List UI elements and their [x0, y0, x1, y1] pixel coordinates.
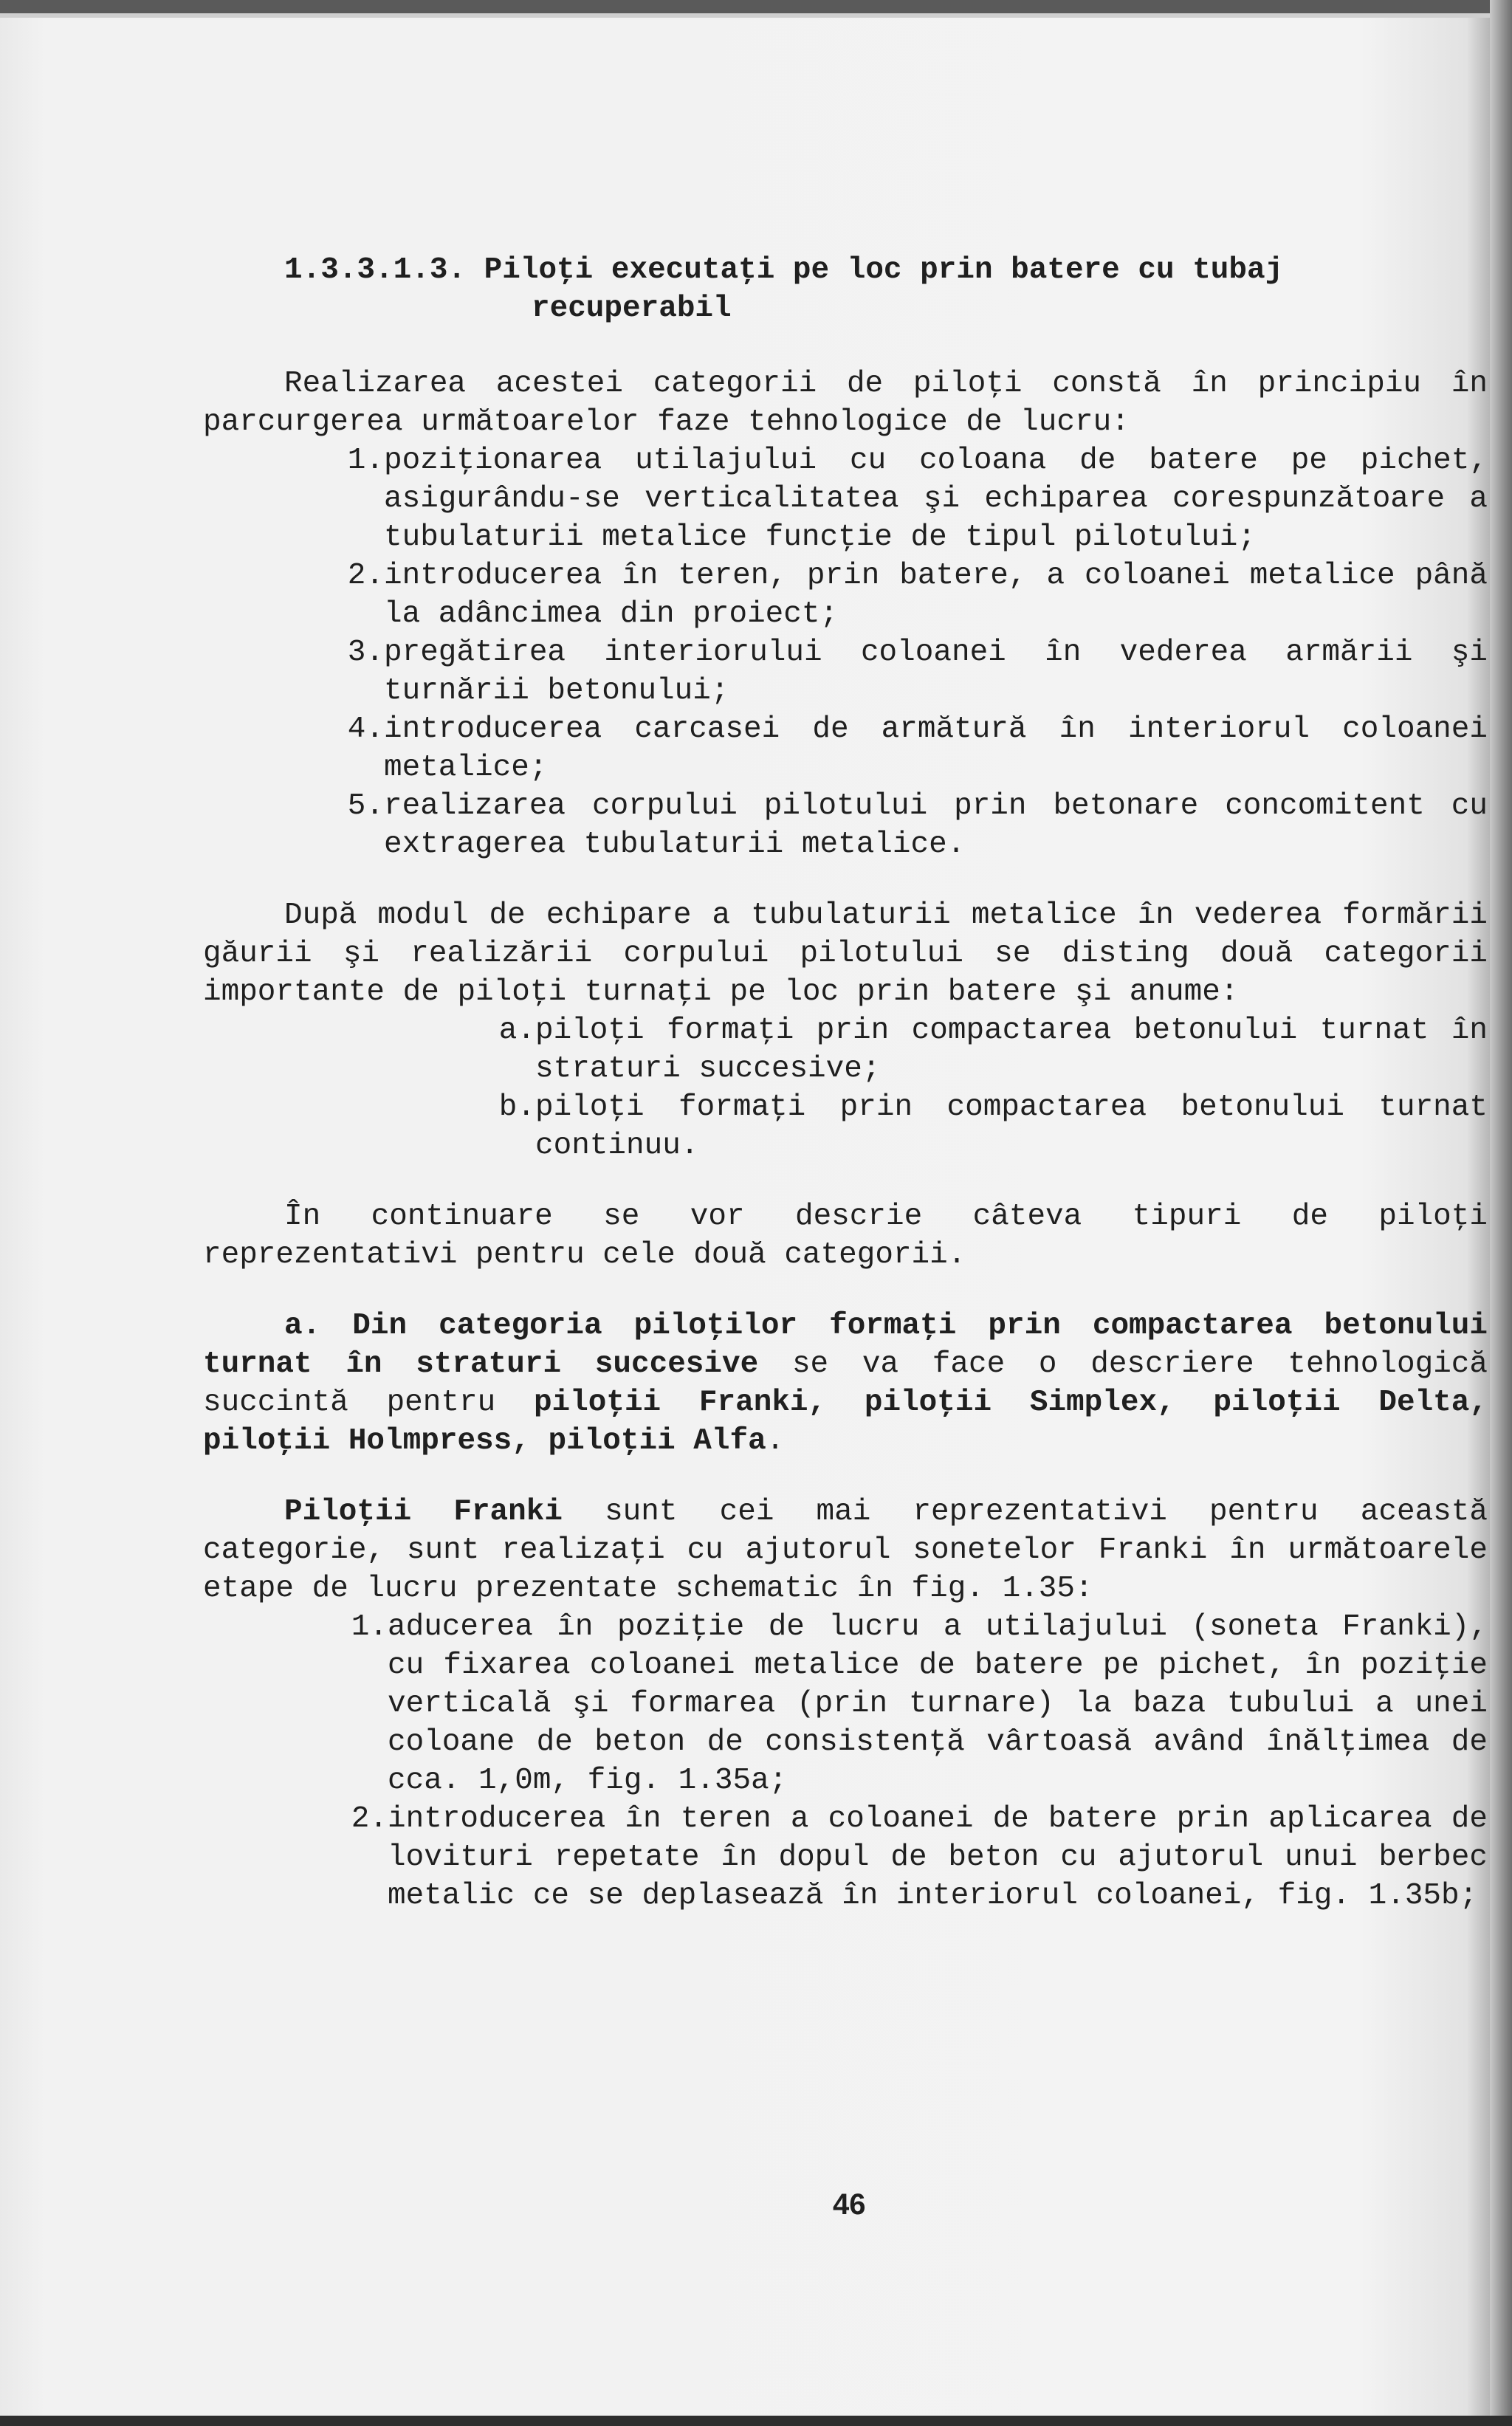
scan-top-edge	[0, 0, 1512, 13]
list-item-number: 2.	[347, 559, 384, 593]
list-item-text: piloţi formaţi prin compactarea betonului turnat în straturi succesive;	[535, 1014, 1488, 1086]
list-item	[203, 710, 1488, 787]
category-a-bold: a. Din categoria piloţilor formaţi prin compactarea betonului turnat în straturi succesive	[203, 1309, 1488, 1381]
pile-types-bold: piloţii Franki, piloţii Simplex, piloţii Delta, piloţii Holmpress, piloţii Alfa	[203, 1386, 1488, 1458]
list-item-text: piloţi formaţi prin compactarea betonului turnat continuu.	[535, 1090, 1488, 1163]
categories-intro-paragraph: După modul de echipare a tubulaturii metalice în vederea formării găurii şi realizării corpului pilotului se disting două categorii importante de piloţi turnaţi pe loc prin batere şi anume:	[203, 898, 1488, 1009]
list-item-number: 4.	[347, 712, 384, 746]
list-item-text: introducerea carcasei de armătură în interiorul coloanei metalice;	[384, 712, 1488, 785]
list-item	[203, 1011, 1488, 1088]
category-a-text: se va face o descriere tehnologică succintă pentru	[203, 1347, 1488, 1420]
list-item	[203, 1800, 1488, 1915]
list-item-text: poziţionarea utilajului cu coloana de batere pe pichet, asigurându-se verticalitatea şi echiparea corespunzătoare a tubulaturii metalice funcţie de tipul pilotului;	[384, 444, 1488, 554]
phase-list	[203, 441, 1488, 864]
scan-top-edge-light	[0, 13, 1512, 18]
list-item-letter: b.	[498, 1090, 535, 1124]
list-item-text: aducerea în poziţie de lucru a utilajului (soneta Franki), cu fixarea coloanei metalice de batere pe pichet, în poziţie verticală şi formarea (prin turnare) la baza tubului a unei coloane de beton de consistenţă vârtoasă având înălţimea de cca. 1,0m, fig. 1.35a;	[388, 1610, 1488, 1798]
section-heading	[284, 251, 1488, 328]
list-item-number: 3.	[347, 636, 384, 670]
franki-text: sunt cei mai reprezentativi pentru această categorie, sunt realizaţi cu ajutorul sonetelor Franki în următoarele etape de lucru prezentate schematic în fig. 1.35:	[203, 1495, 1488, 1606]
list-item-text: introducerea în teren, prin batere, a coloanei metalice până la adâncimea din proiect;	[384, 559, 1488, 631]
list-item-text: introducerea în teren a coloanei de batere prin aplicarea de lovituri repetate în dopul de beton cu ajutorul unui berbec metalic ce se deplasează în interiorul coloanei, fig. 1.35b;	[388, 1802, 1488, 1913]
list-item-number: 1.	[347, 444, 384, 478]
list-item	[203, 441, 1488, 557]
list-item	[203, 1608, 1488, 1800]
category-a-paragraph	[203, 1307, 1488, 1460]
list-item-number: 5.	[347, 789, 384, 823]
list-item	[203, 1088, 1488, 1165]
scan-right-edge	[1490, 0, 1512, 2426]
list-item-letter: a.	[498, 1014, 535, 1048]
list-item-number: 1.	[351, 1610, 388, 1644]
section-heading-line1: 1.3.3.1.3. Piloţi executaţi pe loc prin batere cu tubaj	[284, 253, 1284, 287]
franki-bold: Piloţii Franki	[284, 1495, 563, 1529]
category-a-end: .	[766, 1424, 785, 1458]
list-item-text: pregătirea interiorului coloanei în vederea armării şi turnării betonului;	[384, 636, 1488, 708]
list-item-number: 2.	[351, 1802, 388, 1836]
page-body	[203, 251, 1488, 1915]
list-item	[203, 557, 1488, 633]
intro-paragraph: Realizarea acestei categorii de piloţi constă în principiu în parcurgerea următoarelor faze tehnologice de lucru:	[203, 367, 1488, 439]
franki-paragraph	[203, 1493, 1488, 1608]
list-item	[203, 787, 1488, 864]
list-item-text: realizarea corpului pilotului prin betonare concomitent cu extragerea tubulaturii metalice.	[384, 789, 1488, 862]
category-list	[203, 1011, 1488, 1165]
franki-step-list	[203, 1608, 1488, 1915]
section-heading-line2: recuperabil	[532, 292, 732, 326]
list-item	[203, 633, 1488, 710]
scan-bottom-edge	[0, 2416, 1512, 2426]
page-number: 46	[833, 2188, 866, 2221]
continuation-paragraph: În continuare se vor descrie câteva tipuri de piloţi reprezentativi pentru cele două categorii.	[203, 1200, 1488, 1272]
